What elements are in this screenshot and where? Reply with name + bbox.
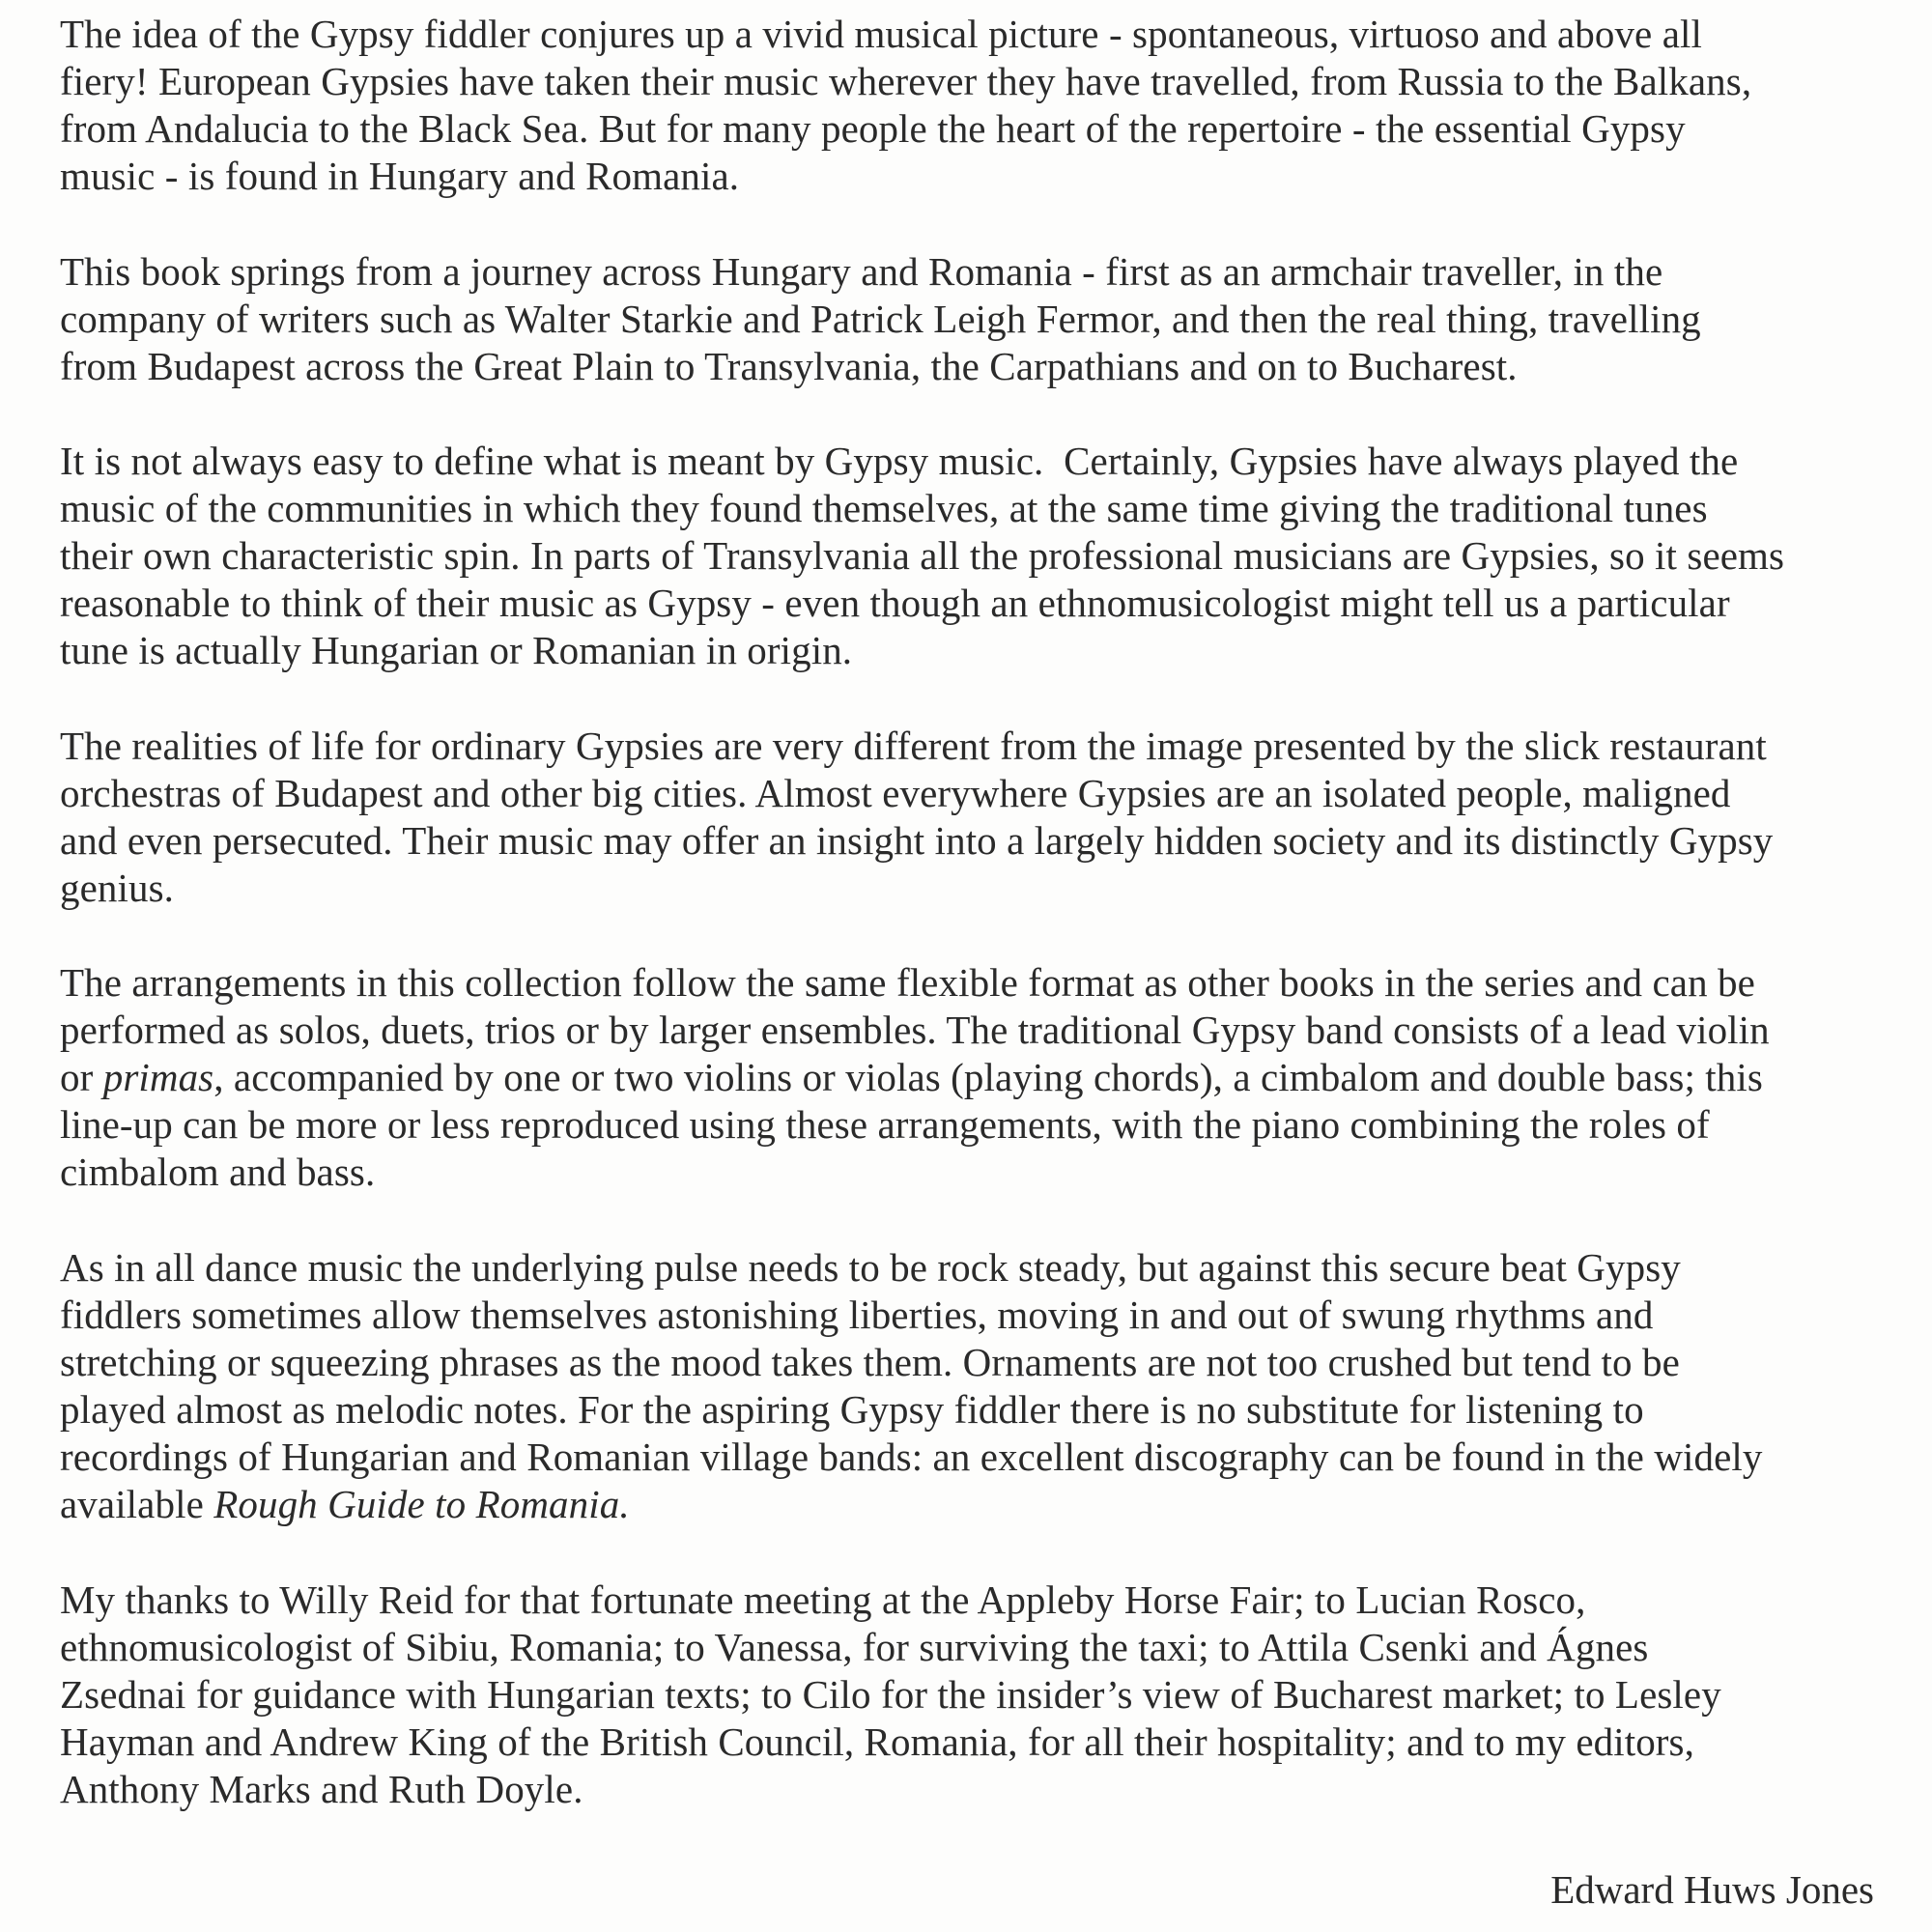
text-line: As in all dance music the underlying pulse needs to be rock steady, but against this secure beat Gypsy — [60, 1245, 1681, 1290]
paragraph-definition — [60, 438, 1876, 674]
text-line: Anthony Marks and Ruth Doyle. — [60, 1767, 583, 1811]
paragraph-acknowledgements — [60, 1577, 1876, 1813]
text-line: stretching or squeezing phrases as the mood takes them. Ornaments are not too crushed but tend to be — [60, 1340, 1680, 1384]
text-line: ethnomusicologist of Sibiu, Romania; to Vanessa, for surviving the taxi; to Attila Csenki and Ágnes — [60, 1625, 1649, 1669]
paragraph-realities — [60, 723, 1876, 912]
paragraph-journey — [60, 248, 1876, 390]
text-line: Zsednai for guidance with Hungarian texts; to Cilo for the insider’s view of Bucharest market; to Lesley — [60, 1672, 1721, 1717]
italic-term-primas: primas — [102, 1055, 214, 1099]
text-line: It is not always easy to define what is meant by Gypsy music. Certainly, Gypsies have always played the — [60, 439, 1739, 483]
paragraph-arrangements — [60, 959, 1876, 1196]
text-line: from Andalucia to the Black Sea. But for many people the heart of the repertoire - the essential Gypsy — [60, 106, 1686, 151]
text-line: company of writers such as Walter Starkie and Patrick Leigh Fermor, and then the real thing, travelling — [60, 297, 1701, 341]
text-line: genius. — [60, 866, 174, 910]
text-line: The realities of life for ordinary Gypsies are very different from the image presented by the slick restaurant — [60, 724, 1767, 768]
author-signature: Edward Huws Jones — [1550, 1867, 1874, 1912]
italic-book-title: Rough Guide to Romania. — [213, 1482, 630, 1526]
text-line: music - is found in Hungary and Romania. — [60, 154, 740, 198]
text-line: Hayman and Andrew King of the British Council, Romania, for all their hospitality; and to my editors, — [60, 1719, 1694, 1764]
paragraph-dance-music — [60, 1244, 1876, 1528]
text-line: tune is actually Hungarian or Romanian in origin. — [60, 628, 853, 672]
text-line: My thanks to Willy Reid for that fortunate meeting at the Appleby Horse Fair; to Lucian Rosco, — [60, 1577, 1586, 1622]
paragraph-intro — [60, 11, 1876, 200]
text-line: line-up can be more or less reproduced using these arrangements, with the piano combining the roles of — [60, 1102, 1710, 1147]
text-line: music of the communities in which they found themselves, at the same time giving the traditional tunes — [60, 486, 1708, 530]
text-line: orchestras of Budapest and other big cities. Almost everywhere Gypsies are an isolated people, maligned — [60, 771, 1731, 815]
text-line: This book springs from a journey across Hungary and Romania - first as an armchair traveller, in the — [60, 249, 1663, 294]
text-line: and even persecuted. Their music may offer an insight into a largely hidden society and its distinctly Gypsy — [60, 818, 1774, 863]
text-line: performed as solos, duets, trios or by larger ensembles. The traditional Gypsy band consists of a lead violin — [60, 1008, 1770, 1052]
text-line: recordings of Hungarian and Romanian village bands: an excellent discography can be found in the widely — [60, 1435, 1763, 1479]
text-line: from Budapest across the Great Plain to Transylvania, the Carpathians and on to Bucharest. — [60, 344, 1518, 388]
text-line: fiddlers sometimes allow themselves astonishing liberties, moving in and out of swung rhythms and — [60, 1293, 1654, 1337]
text-line-segment: available — [60, 1482, 214, 1526]
text-line: reasonable to think of their music as Gypsy - even though an ethnomusicologist might tell us a particular — [60, 581, 1730, 625]
text-line: The idea of the Gypsy fiddler conjures up a vivid musical picture - spontaneous, virtuoso and above all — [60, 12, 1702, 56]
text-line: played almost as melodic notes. For the aspiring Gypsy fiddler there is no substitute for listening to — [60, 1387, 1644, 1432]
text-line-segment: or — [60, 1055, 103, 1099]
text-line: The arrangements in this collection follow the same flexible format as other books in the series and can be — [60, 960, 1755, 1005]
text-line: their own characteristic spin. In parts of Transylvania all the professional musicians are Gypsies, so it seems — [60, 533, 1785, 578]
text-line-segment: , accompanied by one or two violins or violas (playing chords), a cimbalom and double bass; this — [213, 1055, 1763, 1099]
text-line: fiery! European Gypsies have taken their music wherever they have travelled, from Russia to the Balkans, — [60, 59, 1752, 103]
text-line: cimbalom and bass. — [60, 1150, 376, 1194]
